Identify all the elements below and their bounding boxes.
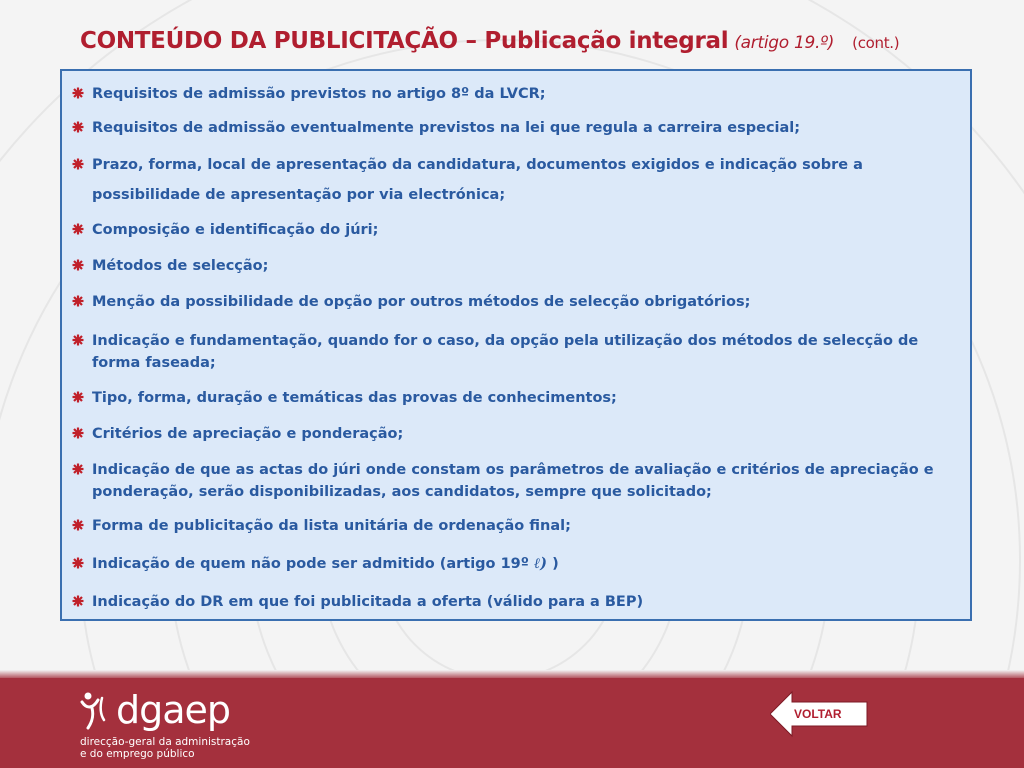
starburst-bullet-icon: [72, 595, 84, 607]
starburst-bullet-icon: [72, 519, 84, 531]
back-button-label: VOLTAR: [794, 707, 842, 721]
list-item-text: Indicação e fundamentação, quando for o caso, da opção pela utilização dos métodos de selecção de forma faseada;: [92, 333, 919, 371]
list-item-text: Forma de publicitação da lista unitária de ordenação final;: [92, 518, 571, 534]
logo-tagline-line-2: e do emprego público: [80, 748, 195, 760]
list-item-text: Métodos de selecção;: [92, 258, 269, 274]
list-item: [72, 459, 962, 503]
logo-tagline-line-1: direcção-geral da administração: [80, 736, 250, 748]
list-item: [72, 553, 962, 575]
list-item: [72, 291, 962, 313]
starburst-bullet-icon: [72, 158, 84, 170]
list-item: [72, 255, 962, 277]
list-item-text: [92, 553, 962, 575]
logo-tagline: [80, 736, 280, 760]
list-item-text: Prazo, forma, local de apresentação da candidatura, documentos exigidos e indicação sobre a possibilidade de apresentação por via electrónica;: [92, 157, 863, 203]
page-title: [80, 28, 1010, 54]
starburst-bullet-icon: [72, 121, 84, 133]
back-button[interactable]: [770, 690, 870, 738]
list-item-text-end: ): [547, 556, 559, 572]
title-cont: (cont.): [852, 34, 900, 52]
title-main: CONTEÚDO DA PUBLICITAÇÃO – Publicação integral: [80, 28, 729, 54]
list-item-text: Critérios de apreciação e ponderação;: [92, 426, 404, 442]
list-item-text: Tipo, forma, duração e temáticas das provas de conhecimentos;: [92, 390, 617, 406]
starburst-bullet-icon: [72, 295, 84, 307]
starburst-bullet-icon: [72, 557, 84, 569]
list-item-text: Menção da possibilidade de opção por outros métodos de selecção obrigatórios;: [92, 294, 751, 310]
list-item-text: Requisitos de admissão previstos no artigo 8º da LVCR;: [92, 86, 546, 102]
list-item: [72, 117, 962, 139]
dgaep-figure-logo-icon: [78, 690, 118, 730]
list-item: [72, 83, 962, 105]
list-item-text: Indicação do DR em que foi publicitada a oferta (válido para a BEP): [92, 594, 644, 610]
list-item-text-start: Indicação de quem não pode ser admitido (artigo 19º: [92, 556, 534, 572]
list-item: [72, 387, 962, 409]
starburst-bullet-icon: [72, 463, 84, 475]
list-item: [72, 591, 962, 613]
list-item-text-italic: ℓ): [533, 555, 548, 572]
content-panel: [60, 69, 972, 621]
logo-name: dgaep: [116, 688, 231, 732]
list-item: [72, 330, 962, 374]
list-item-text: Composição e identificação do júri;: [92, 222, 379, 238]
starburst-bullet-icon: [72, 427, 84, 439]
starburst-bullet-icon: [72, 391, 84, 403]
list-item-text: Requisitos de admissão eventualmente previstos na lei que regula a carreira especial;: [92, 120, 801, 136]
starburst-bullet-icon: [72, 334, 84, 346]
starburst-bullet-icon: [72, 259, 84, 271]
list-item: [72, 150, 962, 210]
list-item: [72, 515, 962, 537]
list-item: [72, 219, 962, 241]
starburst-bullet-icon: [72, 223, 84, 235]
starburst-bullet-icon: [72, 87, 84, 99]
list-item-text: Indicação de que as actas do júri onde constam os parâmetros de avaliação e critérios de apreciação e ponderação, serão disponibilizadas, aos candidatos, sempre que solicitado;: [92, 462, 934, 500]
list-item: [72, 423, 962, 445]
title-article: (artigo 19.º): [734, 33, 835, 53]
